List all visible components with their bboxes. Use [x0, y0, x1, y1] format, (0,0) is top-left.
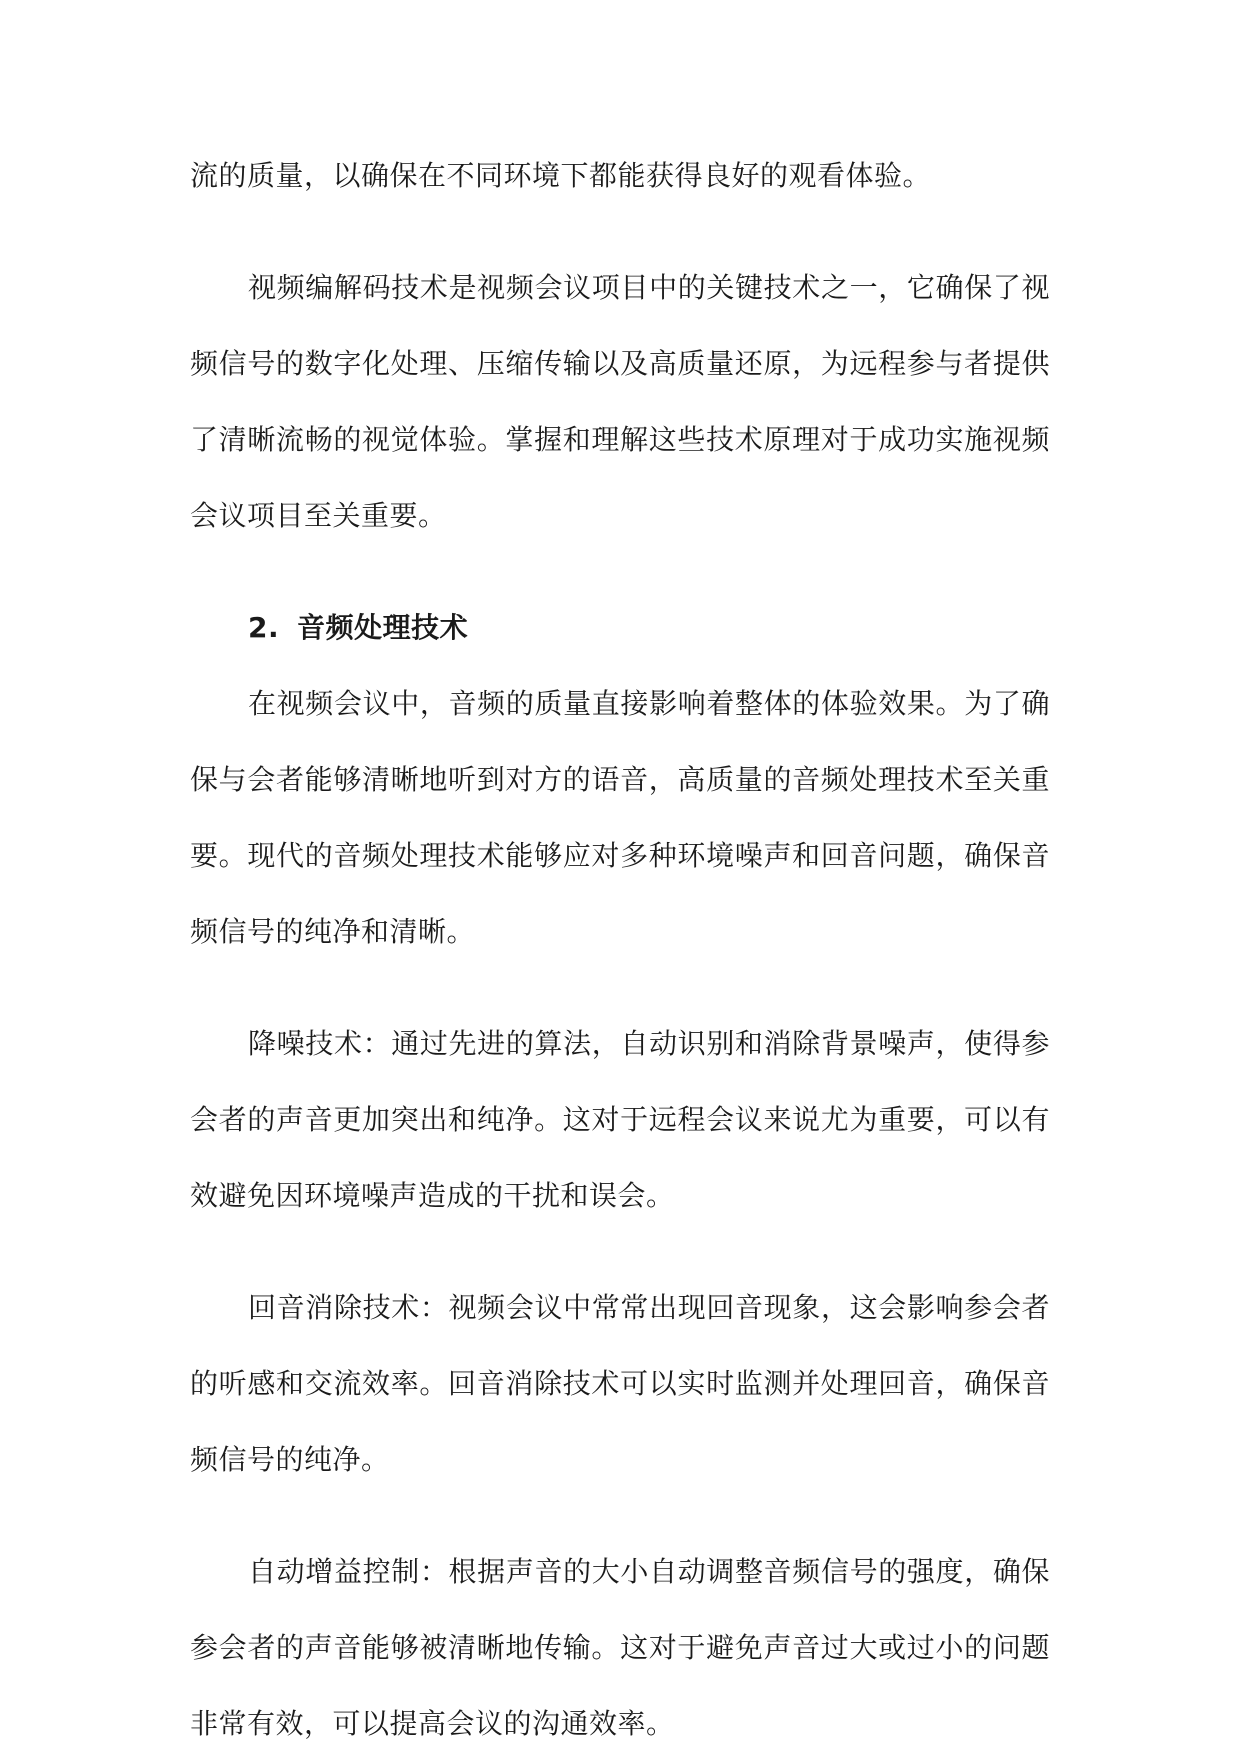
paragraph-echo-cancellation: 回音消除技术：视频会议中常常出现回音现象，这会影响参会者的听感和交流效率。回音消除技术可以实时监测并处理回音，确保音频信号的纯净。	[190, 1291, 1050, 1476]
paragraph-noise-reduction: 降噪技术：通过先进的算法，自动识别和消除背景噪声，使得参会者的声音更加突出和纯净。这对于远程会议来说尤为重要，可以有效避免因环境噪声造成的干扰和误会。	[190, 1027, 1050, 1212]
section-title: 音频处理技术	[297, 611, 469, 644]
document-body	[190, 138, 1050, 1762]
paragraph-auto-gain-control: 自动增益控制：根据声音的大小自动调整音频信号的强度，确保参会者的声音能够被清晰地传输。这对于避免声音过大或过小的问题非常有效，可以提高会议的沟通效率。	[190, 1555, 1050, 1740]
paragraph-audio-intro: 在视频会议中，音频的质量直接影响着整体的体验效果。为了确保与会者能够清晰地听到对方的语音，高质量的音频处理技术至关重要。现代的音频处理技术能够应对多种环境噪声和回音问题，确保音频信号的纯净和清晰。	[190, 687, 1050, 948]
paragraph-video-codec-summary: 视频编解码技术是视频会议项目中的关键技术之一，它确保了视频信号的数字化处理、压缩传输以及高质量还原，为远程参与者提供了清晰流畅的视觉体验。掌握和理解这些技术原理对于成功实施视频会议项目至关重要。	[190, 271, 1050, 532]
section-heading	[190, 590, 1050, 666]
section-number: 2.	[248, 611, 280, 644]
paragraph-continuation: 流的质量，以确保在不同环境下都能获得良好的观看体验。	[190, 159, 932, 192]
